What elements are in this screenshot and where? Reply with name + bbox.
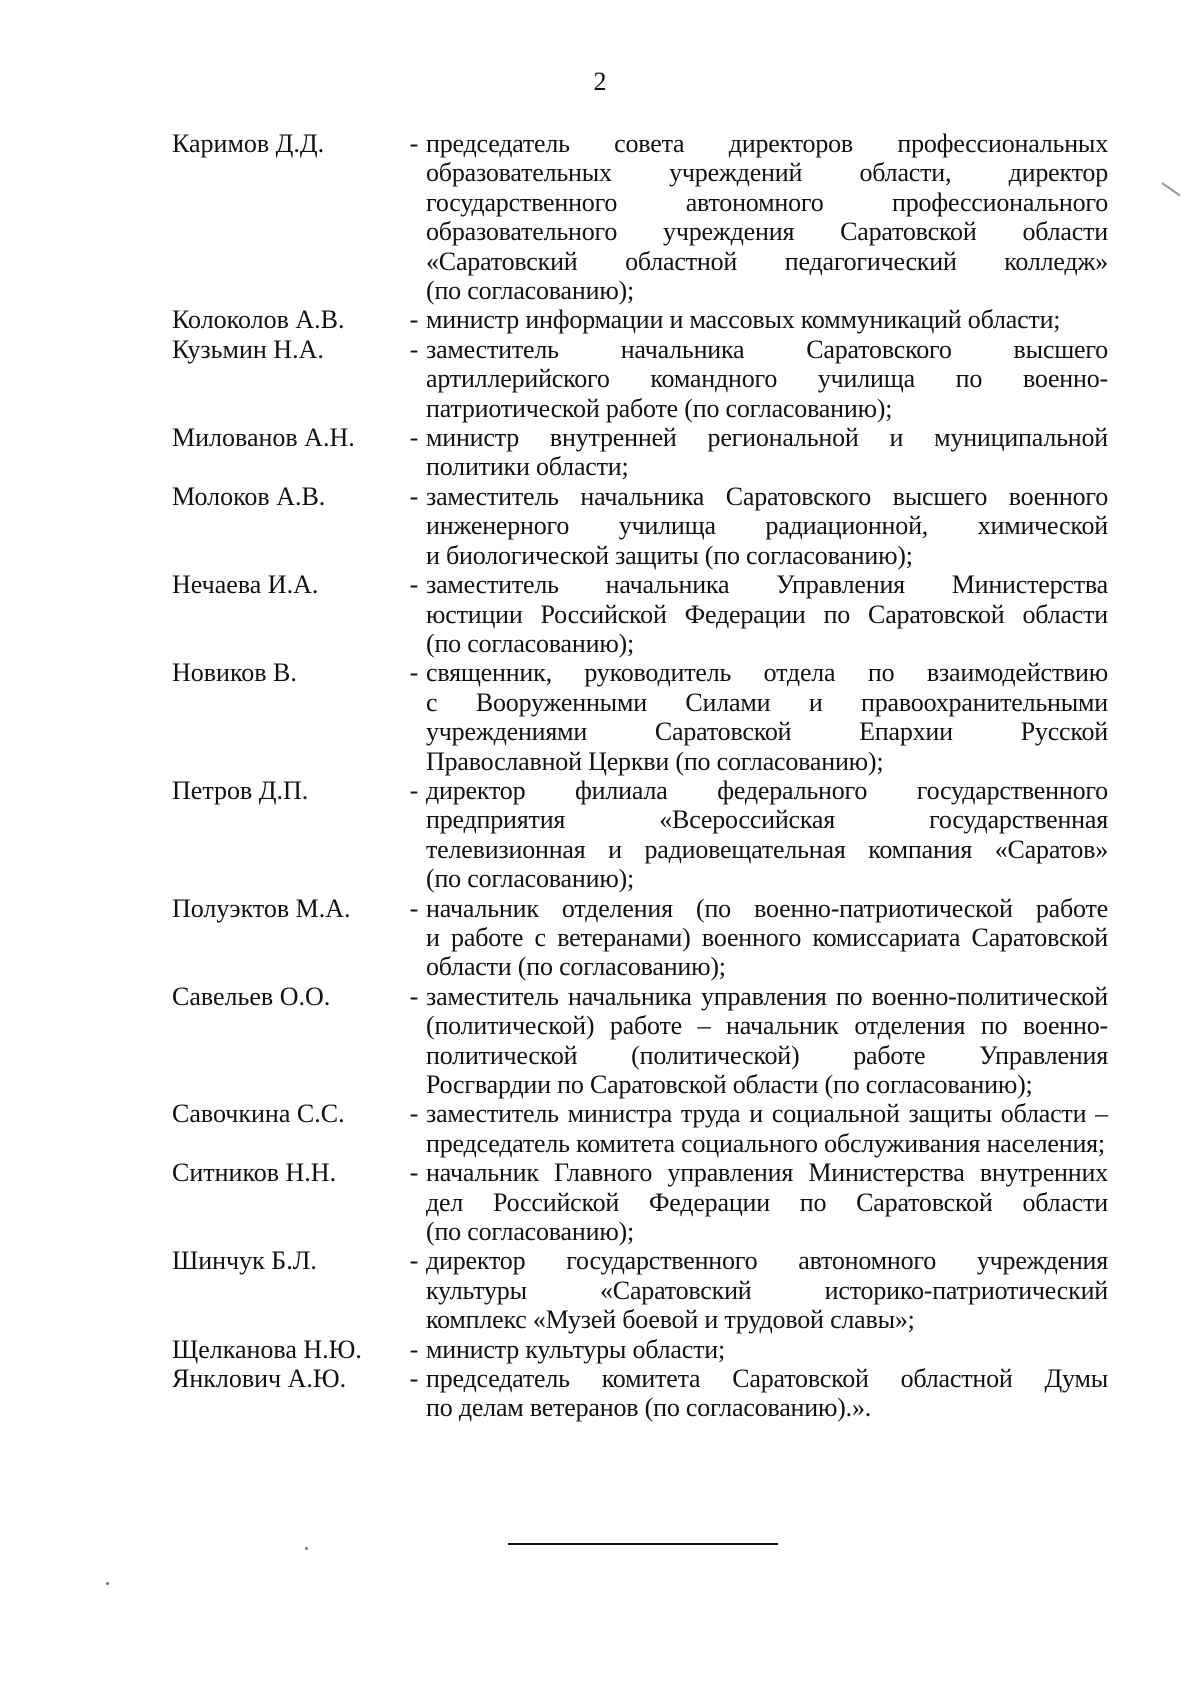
member-position xyxy=(426,1158,1108,1246)
position-line: заместитель начальника Управления Министерства xyxy=(426,570,1108,600)
entry-dash: - xyxy=(409,1099,419,1129)
position-line: (по согласованию); xyxy=(426,1217,635,1247)
position-line: учреждениями Саратовской Епархии Русской xyxy=(426,717,1108,747)
roster-entry xyxy=(172,658,1112,776)
entry-dash: - xyxy=(409,481,419,511)
scan-mark xyxy=(1161,182,1180,196)
roster-entry xyxy=(172,335,1112,423)
position-line: по делам ветеранов (по согласованию).». xyxy=(426,1393,872,1423)
position-line: политической (политической) работе Управления xyxy=(426,1040,1108,1070)
position-line: председатель комитета социального обслуживания населения; xyxy=(426,1128,1105,1158)
position-line: комплекс «Музей боевой и трудовой славы»; xyxy=(426,1305,915,1335)
position-line: (по согласованию); xyxy=(426,628,635,658)
position-line: заместитель начальника управления по военно-политической xyxy=(426,981,1108,1011)
member-position xyxy=(426,1335,1108,1364)
position-line: «Саратовский областной педагогический колледж» xyxy=(426,246,1108,276)
position-line: начальник Главного управления Министерства внутренних xyxy=(426,1158,1108,1188)
roster-entry xyxy=(172,1335,1112,1364)
closing-rule xyxy=(508,1543,778,1545)
member-position xyxy=(426,894,1108,982)
position-line: и биологической защиты (по согласованию); xyxy=(426,540,913,570)
member-name: Колоколов А.В. xyxy=(172,305,345,335)
roster-entry xyxy=(172,1158,1112,1246)
position-line: артиллерийского командного училища по военно- xyxy=(426,364,1108,394)
position-line: телевизионная и радиовещательная компания «Саратов» xyxy=(426,834,1108,864)
member-position xyxy=(426,305,1108,334)
position-line: юстиции Российской Федерации по Саратовской области xyxy=(426,599,1108,629)
roster-entry xyxy=(172,129,1112,305)
position-line: заместитель начальника Саратовского высшего xyxy=(426,334,1108,364)
roster-entry xyxy=(172,776,1112,894)
position-line: (по согласованию); xyxy=(426,864,635,894)
member-roster xyxy=(172,129,1112,1423)
entry-dash: - xyxy=(409,1334,419,1364)
roster-entry xyxy=(172,982,1112,1100)
position-line: образовательного учреждения Саратовской области xyxy=(426,217,1108,247)
position-line: министр внутренней региональной и муниципальной xyxy=(426,423,1108,453)
member-position xyxy=(426,570,1108,658)
roster-entry xyxy=(172,1246,1112,1334)
position-line: предприятия «Всероссийская государственная xyxy=(426,805,1108,835)
member-name: Янклович А.Ю. xyxy=(172,1364,347,1394)
entry-dash: - xyxy=(409,1158,419,1188)
roster-entry xyxy=(172,482,1112,570)
position-line: образовательных учреждений области, директор xyxy=(426,158,1108,188)
position-line: Росгвардии по Саратовской области (по согласованию); xyxy=(426,1070,1033,1099)
position-line: (по согласованию); xyxy=(426,276,635,306)
member-name: Шинчук Б.Л. xyxy=(172,1246,317,1276)
entry-dash: - xyxy=(409,1364,419,1394)
position-line: председатель совета директоров профессиональных xyxy=(426,129,1108,158)
entry-dash: - xyxy=(409,129,419,158)
position-line: заместитель министра труда и социальной защиты области – xyxy=(426,1099,1108,1129)
position-line: инженерного училища радиационной, химической xyxy=(426,511,1108,541)
member-position xyxy=(426,658,1108,776)
member-name: Щелканова Н.Ю. xyxy=(172,1334,362,1364)
member-position xyxy=(426,423,1108,482)
member-name: Новиков В. xyxy=(172,658,297,688)
entry-dash: - xyxy=(409,334,419,364)
position-line: государственного автономного профессионального xyxy=(426,187,1108,217)
position-line: с Вооруженными Силами и правоохранительными xyxy=(426,687,1108,717)
member-position xyxy=(426,776,1108,894)
roster-entry xyxy=(172,570,1112,658)
member-name: Петров Д.П. xyxy=(172,775,309,805)
position-line: священник, руководитель отдела по взаимодействию xyxy=(426,658,1108,688)
roster-entry xyxy=(172,1099,1112,1158)
position-line: директор филиала федерального государственного xyxy=(426,775,1108,805)
position-line: дел Российской Федерации по Саратовской области xyxy=(426,1187,1108,1217)
position-line: начальник отделения (по военно-патриотической работе xyxy=(426,893,1108,923)
position-line: Православной Церкви (по согласованию); xyxy=(426,746,884,776)
roster-entry xyxy=(172,894,1112,982)
member-position xyxy=(426,1364,1108,1423)
position-line: министр информации и массовых коммуникаций области; xyxy=(426,305,1061,335)
member-name: Савочкина С.С. xyxy=(172,1099,345,1129)
position-line: культуры «Саратовский историко-патриотический xyxy=(426,1275,1108,1305)
entry-dash: - xyxy=(409,423,419,453)
position-line: патриотической работе (по согласованию); xyxy=(426,393,893,423)
member-position xyxy=(426,129,1108,305)
member-position xyxy=(426,1246,1108,1334)
roster-entry xyxy=(172,423,1112,482)
position-line: директор государственного автономного учреждения xyxy=(426,1246,1108,1276)
entry-dash: - xyxy=(409,570,419,600)
member-name: Нечаева И.А. xyxy=(172,570,319,600)
entry-dash: - xyxy=(409,775,419,805)
member-name: Каримов Д.Д. xyxy=(172,129,325,158)
roster-entry xyxy=(172,1364,1112,1423)
position-line: министр культуры области; xyxy=(426,1334,726,1364)
member-position xyxy=(426,335,1108,423)
position-line: и работе с ветеранами) военного комиссариата Саратовской xyxy=(426,922,1108,952)
member-name: Полуэктов М.А. xyxy=(172,893,351,923)
member-position xyxy=(426,1099,1108,1158)
member-name: Кузьмин Н.А. xyxy=(172,334,324,364)
scan-speck xyxy=(305,1547,308,1550)
entry-dash: - xyxy=(409,658,419,688)
entry-dash: - xyxy=(409,1246,419,1276)
position-line: области (по согласованию); xyxy=(426,952,726,982)
member-name: Молоков А.В. xyxy=(172,481,326,511)
position-line: (политической) работе – начальник отделения по военно- xyxy=(426,1011,1108,1041)
roster-entry xyxy=(172,305,1112,334)
position-line: заместитель начальника Саратовского высшего военного xyxy=(426,481,1108,511)
member-name: Милованов А.Н. xyxy=(172,423,355,453)
entry-dash: - xyxy=(409,981,419,1011)
entry-dash: - xyxy=(409,893,419,923)
page-number: 2 xyxy=(593,67,607,96)
scan-speck xyxy=(106,1582,109,1585)
member-name: Ситников Н.Н. xyxy=(172,1158,337,1188)
position-line: председатель комитета Саратовской областной Думы xyxy=(426,1364,1108,1394)
position-line: политики области; xyxy=(426,452,629,482)
member-position xyxy=(426,982,1108,1100)
member-position xyxy=(426,482,1108,570)
member-name: Савельев О.О. xyxy=(172,981,331,1011)
entry-dash: - xyxy=(409,305,419,335)
